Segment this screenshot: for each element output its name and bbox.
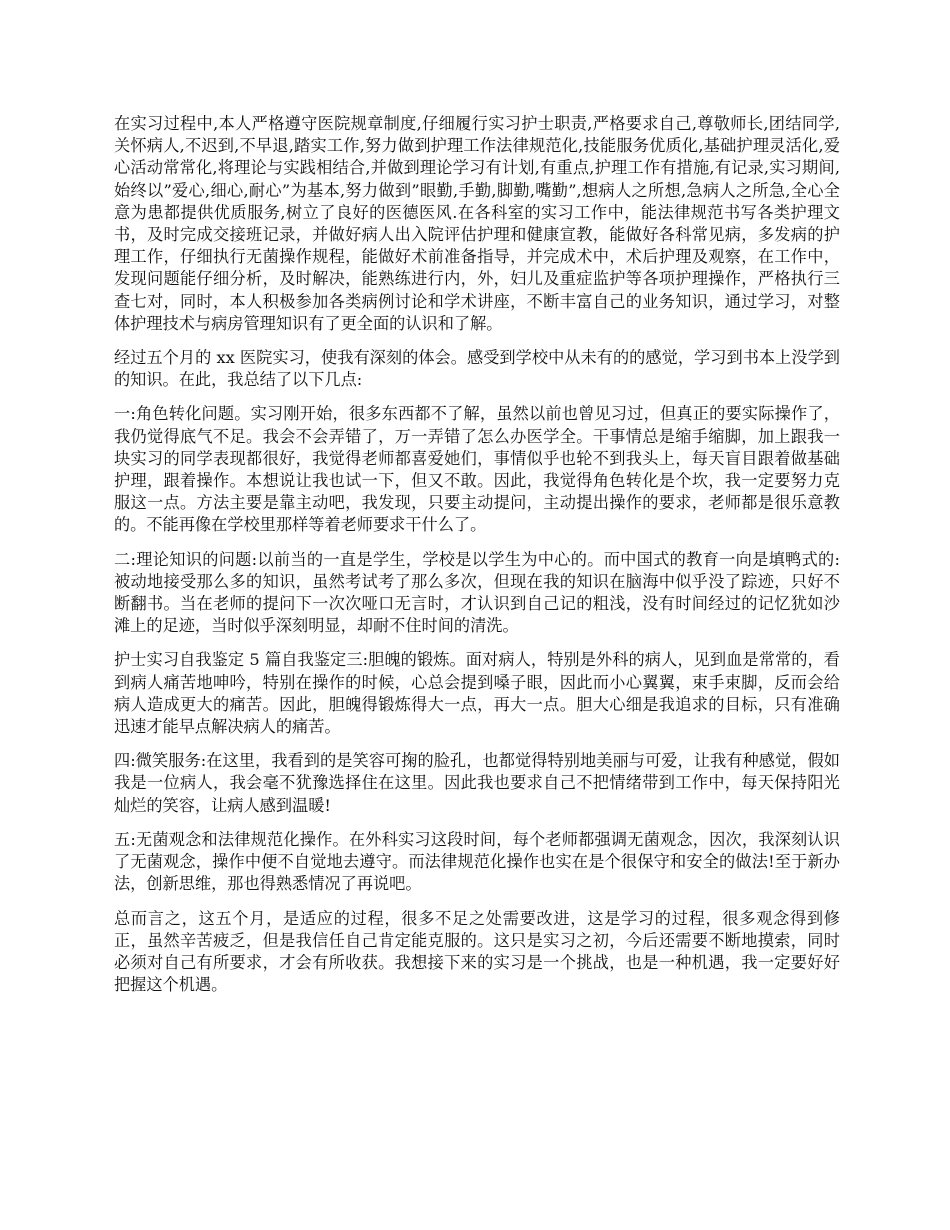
paragraph-aseptic-concept: 五:无菌观念和法律规范化操作。在外科实习这段时间，每个老师都强调无菌观念，因次，我深刻认识了无菌观念，操作中便不自觉地去遵守。而法律规范化操作也实在是个很保守和安全的做法!至于新办法，创新思维，那也得熟悉情况了再说吧。 — [114, 829, 840, 894]
paragraph-role-transition: 一:角色转化问题。实习刚开始，很多东西都不了解，虽然以前也曾见习过，但真正的要实际操作了，我仍觉得底气不足。我会不会弄错了，万一弄错了怎么办医学全。干事情总是缩手缩脚，加上跟我一块实习的同学表现都很好，我觉得老师都喜爱她们，事情似乎也轮不到我头上，每天盲目跟着做基础护理，跟着操作。本想说让我也试一下，但又不敢。因此，我觉得角色转化是个坎，我一定要努力克服这一点。方法主要是靠主动吧，我发现，只要主动提问，主动提出操作的要求，老师都是很乐意教的。不能再像在学校里那样等着老师要求干什么了。 — [114, 404, 840, 535]
paragraph-conclusion: 总而言之，这五个月，是适应的过程，很多不足之处需要改进，这是学习的过程，很多观念得到修正，虽然辛苦疲乏，但是我信任自己肯定能克服的。这只是实习之初，今后还需要不断地摸索，同时必须对自己有所要求，才会有所收获。我想接下来的实习是一个挑战，也是一种机遇，我一定要好好把握这个机遇。 — [114, 908, 840, 995]
document-page — [114, 113, 840, 1008]
paragraph-theory-knowledge: 二:理论知识的问题:以前当的一直是学生，学校是以学生为中心的。而中国式的教育一向是填鸭式的:被动地接受那么多的知识，虽然考试考了那么多次，但现在我的知识在脑海中似乎没了踪迹，只好不断翻书。当在老师的提问下一次次哑口无言时，才认识到自己记的粗浅，没有时间经过的记忆犹如沙滩上的足迹，当时似乎深刻明显，却耐不住时间的清洗。 — [114, 549, 840, 636]
paragraph-intro: 在实习过程中,本人严格遵守医院规章制度,仔细履行实习护士职责,严格要求自己,尊敬师长,团结同学,关怀病人,不迟到,不早退,踏实工作,努力做到护理工作法律规范化,技能服务优质化,基础护理灵活化,爱心活动常常化,将理论与实践相结合,并做到理论学习有计划,有重点,护理工作有措施,有记录,实习期间,始终以”爱心,细心,耐心”为基本,努力做到”眼勤,手勤,脚勤,嘴勤”,想病人之所想,急病人之所急,全心全意为患都提供优质服务,树立了良好的医德医风.在各科室的实习工作中，能法律规范书写各类护理文书，及时完成交接班记录，并做好病人出入院评估护理和健康宣教，能做好各科常见病，多发病的护理工作，仔细执行无菌操作规程，能做好术前准备指导，并完成术中，术后护理及观察，在工作中，发现问题能仔细分析，及时解决，能熟练进行内，外，妇儿及重症监护等各项护理操作，严格执行三查七对，同时，本人积极参加各类病例讨论和学术讲座，不断丰富自己的业务知识，通过学习，对整体护理技术与病房管理知识有了更全面的认识和了解。 — [114, 114, 840, 333]
paragraph-smile-service: 四:微笑服务:在这里，我看到的是笑容可掬的脸孔，也都觉得特别地美丽与可爱，让我有种感觉，假如我是一位病人，我会毫不犹豫选择住在这里。因此我也要求自己不把情绪带到工作中，每天保持阳光灿烂的笑容，让病人感到温暖! — [114, 751, 840, 815]
paragraph-summary-lead: 经过五个月的 xx 医院实习，使我有深刻的体会。感受到学校中从未有的的感觉，学习到书本上没学到的知识。在此，我总结了以下几点: — [114, 348, 840, 390]
paragraph-courage-training: 护士实习自我鉴定 5 篇自我鉴定三:胆魄的锻炼。面对病人，特别是外科的病人，见到血是常常的，看到病人痛苦地呻吟，特别在操作的时候，心总会提到嗓子眼，因此而小心翼翼，束手束脚，反而会给病人造成更大的痛苦。因此，胆魄得锻炼得大一点，再大一点。胆大心细是我追求的目标，只有准确迅速才能早点解决病人的痛苦。 — [114, 650, 840, 737]
